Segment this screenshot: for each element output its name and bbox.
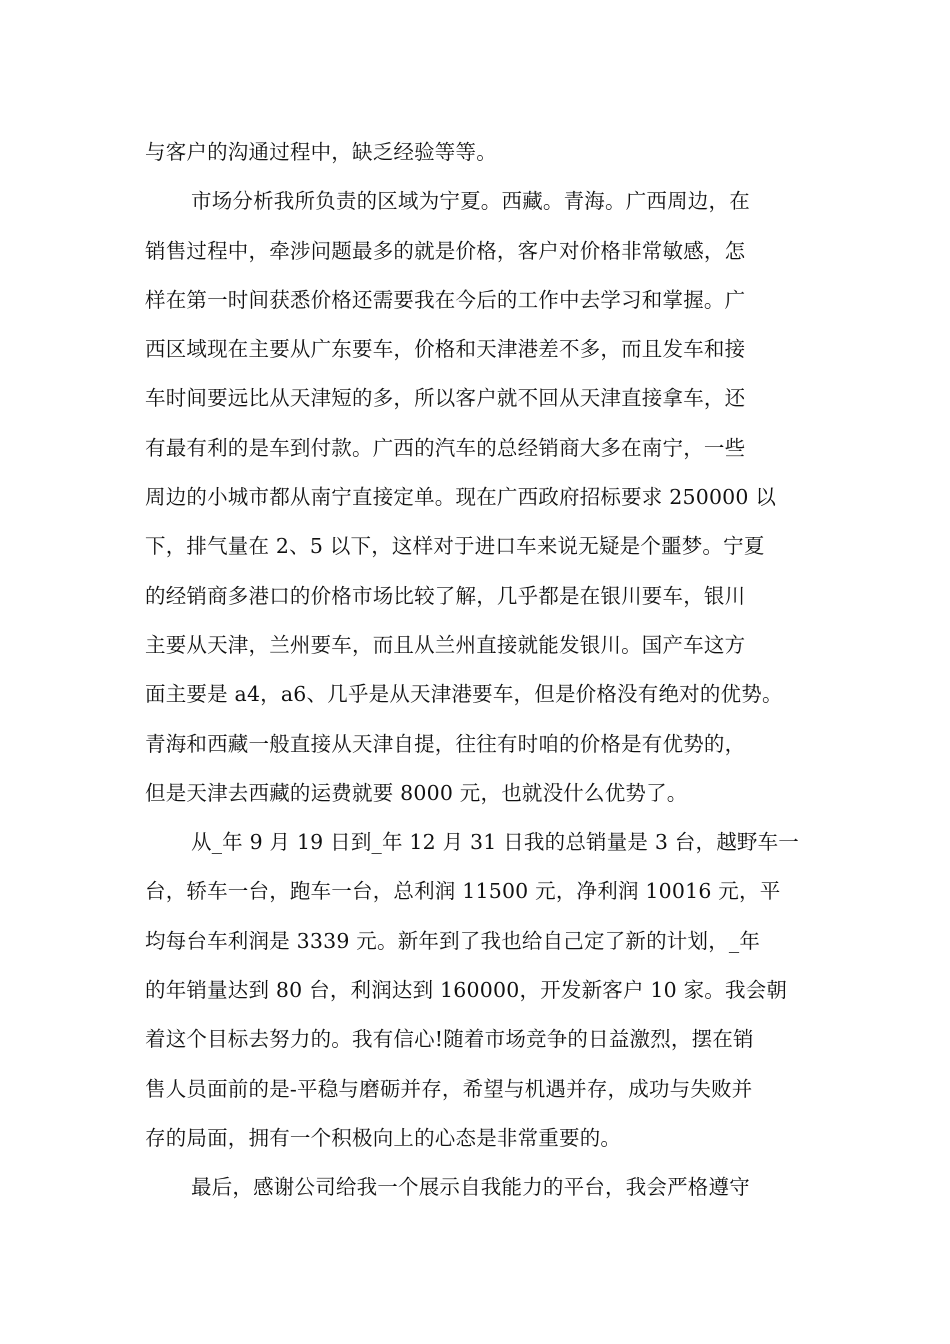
text-line: 有最有利的是车到付款。广西的汽车的总经销商大多在南宁，一些 bbox=[145, 435, 746, 460]
text-line: 与客户的沟通过程中，缺乏经验等等。 bbox=[145, 140, 497, 164]
text-line: 主要从天津，兰州要车，而且从兰州直接就能发银川。国产车这方 bbox=[145, 632, 746, 657]
text-line: 均每台车利润是 3339 元。新年到了我也给自己定了新的计划，_年 bbox=[145, 928, 761, 953]
text-line: 青海和西藏一般直接从天津自提，往往有时咱的价格是有优势的， bbox=[145, 731, 746, 756]
text-line: 但是天津去西藏的运费就要 8000 元，也就没什么优势了。 bbox=[145, 780, 688, 805]
text-line: 周边的小城市都从南宁直接定单。现在广西政府招标要求 250000 以 bbox=[145, 485, 777, 510]
text-line: 面主要是 a4，a6、几乎是从天津港要车，但是价格没有绝对的优势。 bbox=[145, 682, 783, 707]
text-line: 样在第一时间获悉价格还需要我在今后的工作中去学习和掌握。广 bbox=[145, 287, 746, 312]
text-line: 销售过程中，牵涉问题最多的就是价格，客户对价格非常敏感，怎 bbox=[145, 238, 746, 263]
text-line: 西区域现在主要从广东要车，价格和天津港差不多，而且发车和接 bbox=[145, 337, 746, 362]
text-line: 下，排气量在 2、5 以下，这样对于进口车来说无疑是个噩梦。宁夏 bbox=[145, 534, 765, 559]
paragraph-first-line: 从_年 9 月 19 日到_年 12 月 31 日我的总销量是 3 台，越野车一 bbox=[191, 830, 800, 855]
text-line: 存的局面，拥有一个积极向上的心态是非常重要的。 bbox=[145, 1125, 622, 1150]
text-line: 着这个目标去努力的。我有信心!随着市场竞争的日益激烈，摆在销 bbox=[145, 1027, 754, 1052]
text-line: 售人员面前的是-平稳与磨砺并存，希望与机遇并存，成功与失败并 bbox=[145, 1076, 753, 1101]
text-line: 台，轿车一台，跑车一台，总利润 11500 元，净利润 10016 元，平 bbox=[145, 879, 781, 904]
text-line: 的经销商多港口的价格市场比较了解，几乎都是在银川要车，银川 bbox=[145, 583, 746, 608]
document-body bbox=[145, 128, 815, 1213]
text-line: 车时间要远比从天津短的多，所以客户就不回从天津直接拿车，还 bbox=[145, 386, 746, 411]
paragraph-first-line: 最后，感谢公司给我一个展示自我能力的平台，我会严格遵守 bbox=[191, 1175, 750, 1200]
text-line: 的年销量达到 80 台，利润达到 160000，开发新客户 10 家。我会朝 bbox=[145, 978, 788, 1003]
paragraph-first-line: 市场分析我所负责的区域为宁夏。西藏。青海。广西周边，在 bbox=[191, 189, 750, 214]
